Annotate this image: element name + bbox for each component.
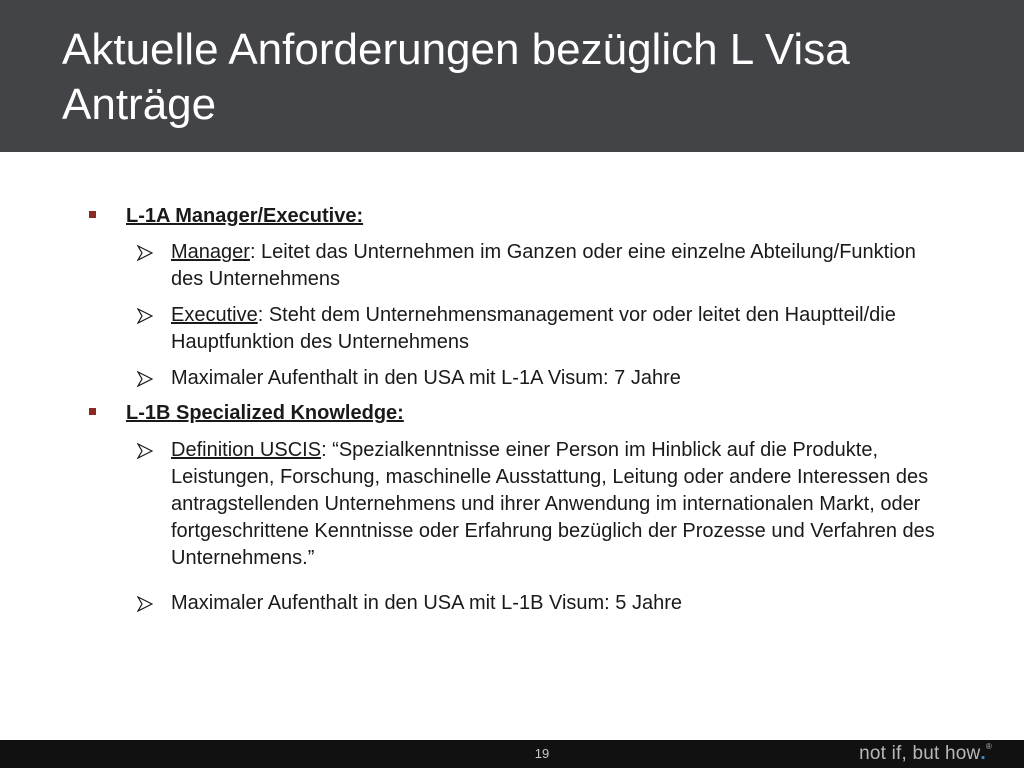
section-heading-text: L-1B Specialized Knowledge:	[126, 402, 404, 424]
item-text: Maximaler Aufenthalt in den USA mit L-1A Visum: 7 Jahre	[171, 367, 681, 389]
arrow-bullet-icon	[137, 596, 153, 612]
arrow-bullet-icon	[137, 245, 153, 261]
section-heading-l1a	[126, 203, 363, 230]
page-number: 19	[534, 746, 550, 761]
item-text: : Steht dem Unternehmensmanagement vor oder leitet den Hauptteil/die Hauptfunktion des Unternehmens	[171, 304, 896, 353]
item-text: Maximaler Aufenthalt in den USA mit L-1B Visum: 5 Jahre	[171, 592, 682, 614]
list-item	[171, 590, 951, 617]
arrow-bullet-icon	[137, 308, 153, 324]
item-term: Manager	[171, 241, 250, 263]
arrow-bullet-icon	[137, 443, 153, 459]
list-item	[171, 365, 951, 392]
slide-title: Aktuelle Anforderungen bezüglich L Visa Anträge	[62, 25, 850, 129]
arrow-bullet-icon	[137, 371, 153, 387]
tagline-dot: .	[980, 743, 986, 764]
section-heading-text: L-1A Manager/Executive:	[126, 205, 364, 227]
square-bullet-icon	[89, 408, 96, 415]
list-item	[171, 437, 951, 572]
item-term: Executive	[171, 304, 258, 326]
item-text: : Leitet das Unternehmen im Ganzen oder eine einzelne Abteilung/Funktion des Unternehmens	[171, 241, 916, 290]
footer-bar	[0, 740, 1024, 768]
registered-mark: ®	[985, 741, 992, 751]
item-text: : “Spezialkenntnisse einer Person im Hinblick auf die Produkte, Leistungen, Forschung, maschinelle Ausstattung, Leitung oder andere Interessen des antragstellenden Unternehmens und ihrer Anwendung im internationalen Markt, oder fortgeschrittene Kenntnisse oder Erfahrung bezüglich der Prozesse und Verfahren des Unternehmens.”	[171, 439, 935, 569]
footer-tagline	[859, 743, 992, 765]
section-heading-l1b	[126, 400, 404, 427]
square-bullet-icon	[89, 211, 96, 218]
item-term: Definition USCIS	[171, 439, 322, 461]
tagline-text: not if, but how	[859, 743, 981, 764]
list-item	[171, 302, 951, 356]
list-item	[171, 239, 951, 293]
